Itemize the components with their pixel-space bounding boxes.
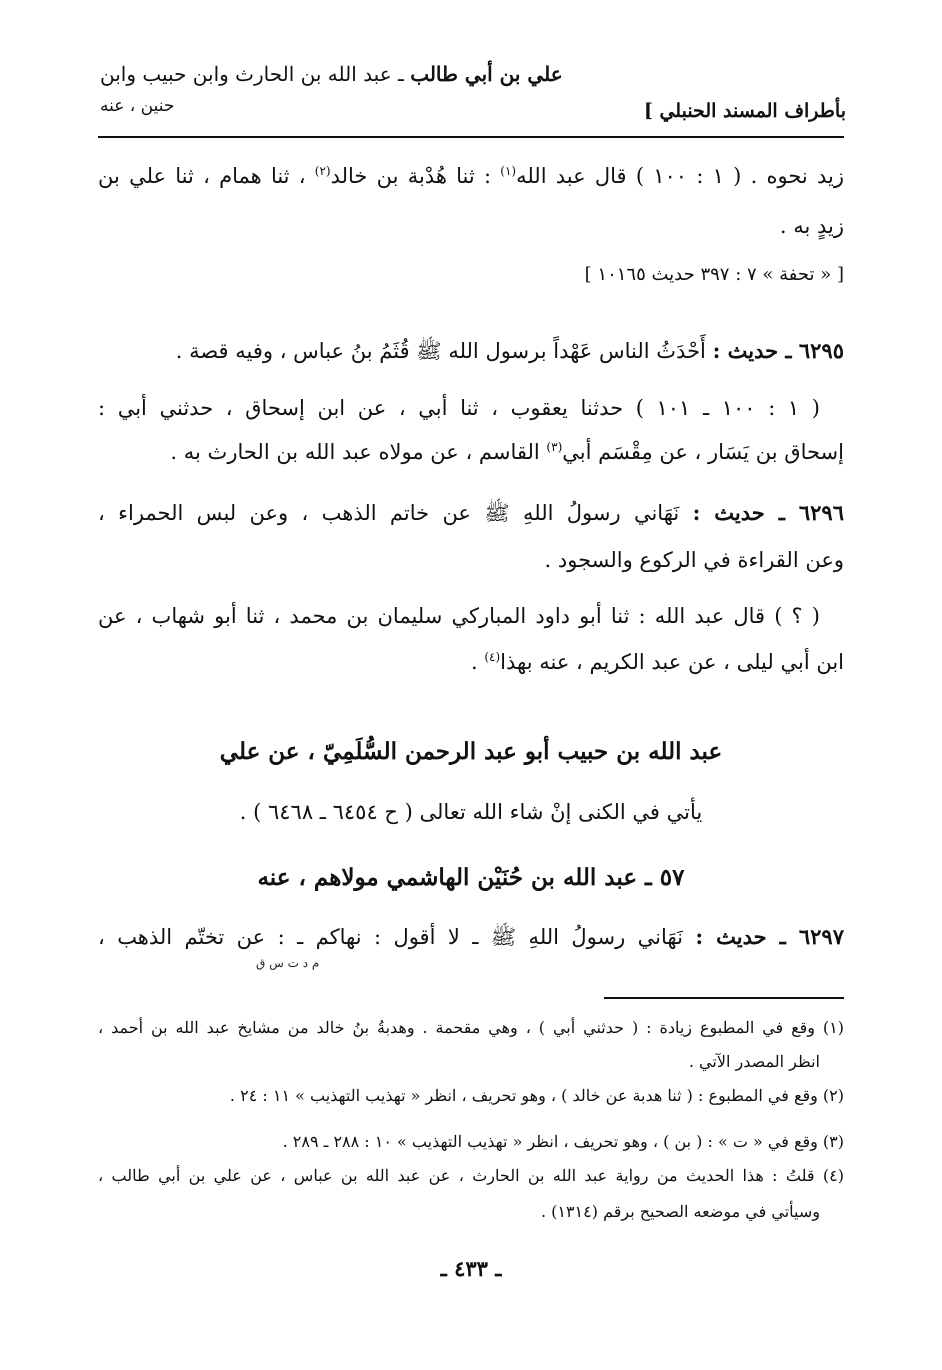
text-segment: .: [470, 650, 485, 674]
header-rule: [98, 136, 844, 138]
footnote-3: (٣) وقع في « ت » : ( بن ) ، وهو تحريف ، انظر « تهذيب التهذيب » ١٠ : ٢٨٨ ـ ٢٨٩ .: [282, 1132, 844, 1151]
hadith-text: نَهَاني رسولُ اللهِ ﷺ ـ لا أقول : نهاكم ـ : عن تختّم الذهب ،: [98, 925, 696, 949]
footnote-1-line-1: (١) وقع في المطبوع زيادة : ( حدثني أبي ) ، وهي مقحمة . وهدبةُ بنُ خالد من مشايخ عبد الله بن أحمد ،: [98, 1018, 844, 1037]
hadith-6297: [98, 924, 844, 955]
hadith-number: ٦٢٩٥ ـ حديث :: [712, 338, 844, 363]
footnote-marker: (٤): [484, 650, 501, 664]
chapter-header-rest: ـ عبد الله بن الحارث وابن حبيب وابن: [100, 62, 411, 86]
hadith-6295-isnad-1: ( ١ : ١٠٠ ـ ١٠١ ) حدثنا يعقوب ، ثنا أبي ، عن ابن إسحاق ، حدثني أبي :: [98, 396, 820, 420]
hadith-6296-line-2: وعن القراءة في الركوع والسجود .: [544, 548, 844, 572]
body-line-2: زيدٍ به .: [779, 214, 844, 238]
footnote-rule: [604, 997, 844, 999]
footnote-marker: (٢): [314, 164, 331, 178]
chapter-header-bold: علي بن أبي طالب: [410, 62, 563, 86]
text-segment: القاسم ، عن مولاه عبد الله بن الحارث به .: [170, 440, 547, 464]
hadith-number: ٦٢٩٧ ـ حديث :: [695, 924, 844, 949]
chapter-header: [100, 62, 563, 86]
hadith-6296-isnad-2: [471, 650, 844, 674]
chapter-header-line2: حنين ، عنه: [100, 96, 175, 116]
footnote-2: (٢) وقع في المطبوع : ( ثنا هدبة عن خالد ) ، وهو تحريف ، انظر « تهذيب التهذيب » ١١ : ٢٤ .: [229, 1086, 844, 1105]
footnote-marker: (٣): [546, 440, 563, 454]
text-segment: ابن أبي ليلى ، عن عبد الكريم ، عنه بهذا: [500, 650, 844, 674]
text-segment: إسحاق بن يَسَار ، عن مِقْسَم أبي: [562, 440, 844, 464]
tuhfa-reference: [ « تحفة » ٧ : ٣٩٧ حديث ١٠١٦٥ ]: [584, 264, 844, 285]
hadith-6296-isnad-1: ( ؟ ) قال عبد الله : ثنا أبو داود المباركي سليمان بن محمد ، ثنا أبو شهاب ، عن: [98, 604, 820, 628]
hadith-6296: [98, 500, 844, 531]
footnote-4-line-1: (٤) قلتُ : هذا الحديث من رواية عبد الله بن الحارث ، عن عبد الله بن عباس ، عن علي بن أبي طالب ،: [98, 1166, 844, 1185]
footnote-1-line-2: انظر المصدر الآتي .: [688, 1052, 820, 1071]
book-title-header: بأطراف المسند الحنبلي ]: [643, 100, 846, 122]
section-title-ibn-habib: عبد الله بن حبيب أبو عبد الرحمن السُّلَمِيّ ، عن علي: [219, 738, 723, 765]
section-title-ibn-hunayn: ٥٧ ـ عبد الله بن حُنَيْن الهاشمي مولاهم ، عنه: [257, 864, 685, 891]
hadith-6295: [176, 338, 844, 369]
footnote-marker: (١): [500, 164, 517, 178]
hadith-number: ٦٢٩٦ ـ حديث :: [692, 500, 844, 525]
text-segment: ، ثنا همام ، ثنا علي بن: [98, 164, 315, 188]
footnote-4-line-2: وسيأتي في موضعه الصحيح برقم (١٣١٤) .: [540, 1202, 820, 1221]
section-note: يأتي في الكنى إنْ شاء الله تعالى ( ح ٦٤٥٤ ـ ٦٤٦٨ ) .: [239, 800, 703, 824]
rumuz-sigla: م د ت س ق: [256, 956, 320, 970]
text-segment: زيد نحوه . ( ١ : ١٠٠ ) قال عبد الله: [516, 164, 844, 188]
body-line-1: [98, 164, 844, 188]
hadith-text: نَهَاني رسولُ اللهِ ﷺ عن خاتم الذهب ، وعن لبس الحمراء ،: [98, 501, 693, 525]
text-segment: : ثنا هُدْبة بن خالد: [330, 164, 501, 188]
hadith-6295-isnad-2: [170, 440, 844, 464]
hadith-text: أَحْدَثُ الناس عَهْداً برسول الله ﷺ قُثَمُ بنُ عباس ، وفيه قصة .: [175, 339, 713, 363]
page-number: ـ ٤٣٣ ـ: [440, 1256, 502, 1281]
